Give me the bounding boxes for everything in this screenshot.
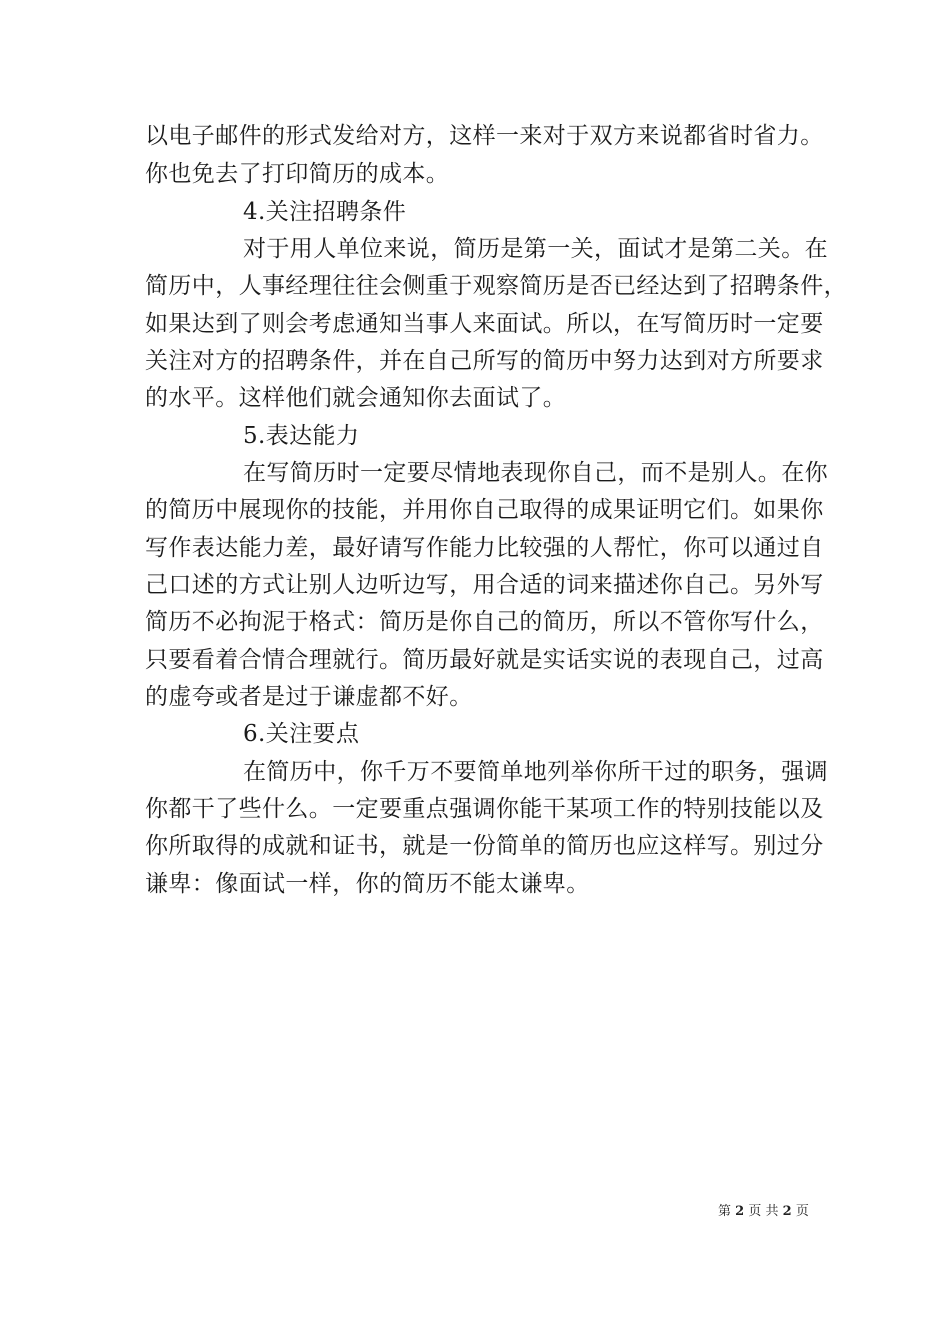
body-text-line: 关注对方的招聘条件，并在自己所写的简历中努力达到对方所要求: [145, 348, 824, 374]
body-text-line: 你都干了些什么。一定要重点强调你能干某项工作的特别技能以及: [145, 796, 824, 822]
body-text-line: 只要看着合情合理就行。简历最好就是实话实说的表现自己，过高: [145, 647, 824, 673]
body-text-line: 以电子邮件的形式发给对方，这样一来对于双方来说都省时省力。: [145, 123, 824, 149]
current-page-number: 2: [735, 1204, 745, 1219]
body-text-line: 如果达到了则会考虑通知当事人来面试。所以，在写简历时一定要: [145, 311, 824, 337]
body-text-line: 简历不必拘泥于格式：简历是你自己的简历，所以不管你写什么，: [145, 609, 824, 635]
body-text-line: 己口述的方式让别人边听边写，用合适的词来描述你自己。另外写: [145, 572, 824, 598]
footer-middle: 页 共: [748, 1204, 779, 1219]
body-text-line: 对于用人单位来说，简历是第一关，面试才是第二关。在: [243, 236, 828, 262]
footer-suffix: 页: [795, 1204, 809, 1219]
body-text-line: 简历中，人事经理往往会侧重于观察简历是否已经达到了招聘条件，: [145, 273, 847, 299]
section-heading: 6.关注要点: [243, 721, 360, 747]
body-text-line: 你也免去了打印简历的成本。: [145, 161, 450, 187]
footer-prefix: 第: [718, 1204, 732, 1219]
total-page-number: 2: [782, 1204, 792, 1219]
body-text-line: 写作表达能力差，最好请写作能力比较强的人帮忙，你可以通过自: [145, 535, 824, 561]
body-text-line: 你所取得的成就和证书，就是一份简单的简历也应这样写。别过分: [145, 833, 824, 859]
body-text-line: 在写简历时一定要尽情地表现你自己，而不是别人。在你: [243, 460, 828, 486]
body-text-line: 的简历中展现你的技能，并用你自己取得的成果证明它们。如果你: [145, 497, 824, 523]
body-text-line: 的水平。这样他们就会通知你去面试了。: [145, 385, 567, 411]
section-heading: 4.关注招聘条件: [243, 199, 407, 225]
body-text-line: 在简历中，你千万不要简单地列举你所干过的职务，强调: [243, 759, 828, 785]
section-heading: 5.表达能力: [243, 423, 360, 449]
body-text-line: 的虚夸或者是过于谦虚都不好。: [145, 684, 473, 710]
page-number-footer: [718, 1203, 809, 1221]
body-text-line: 谦卑：像面试一样，你的简历不能太谦卑。: [145, 871, 590, 897]
